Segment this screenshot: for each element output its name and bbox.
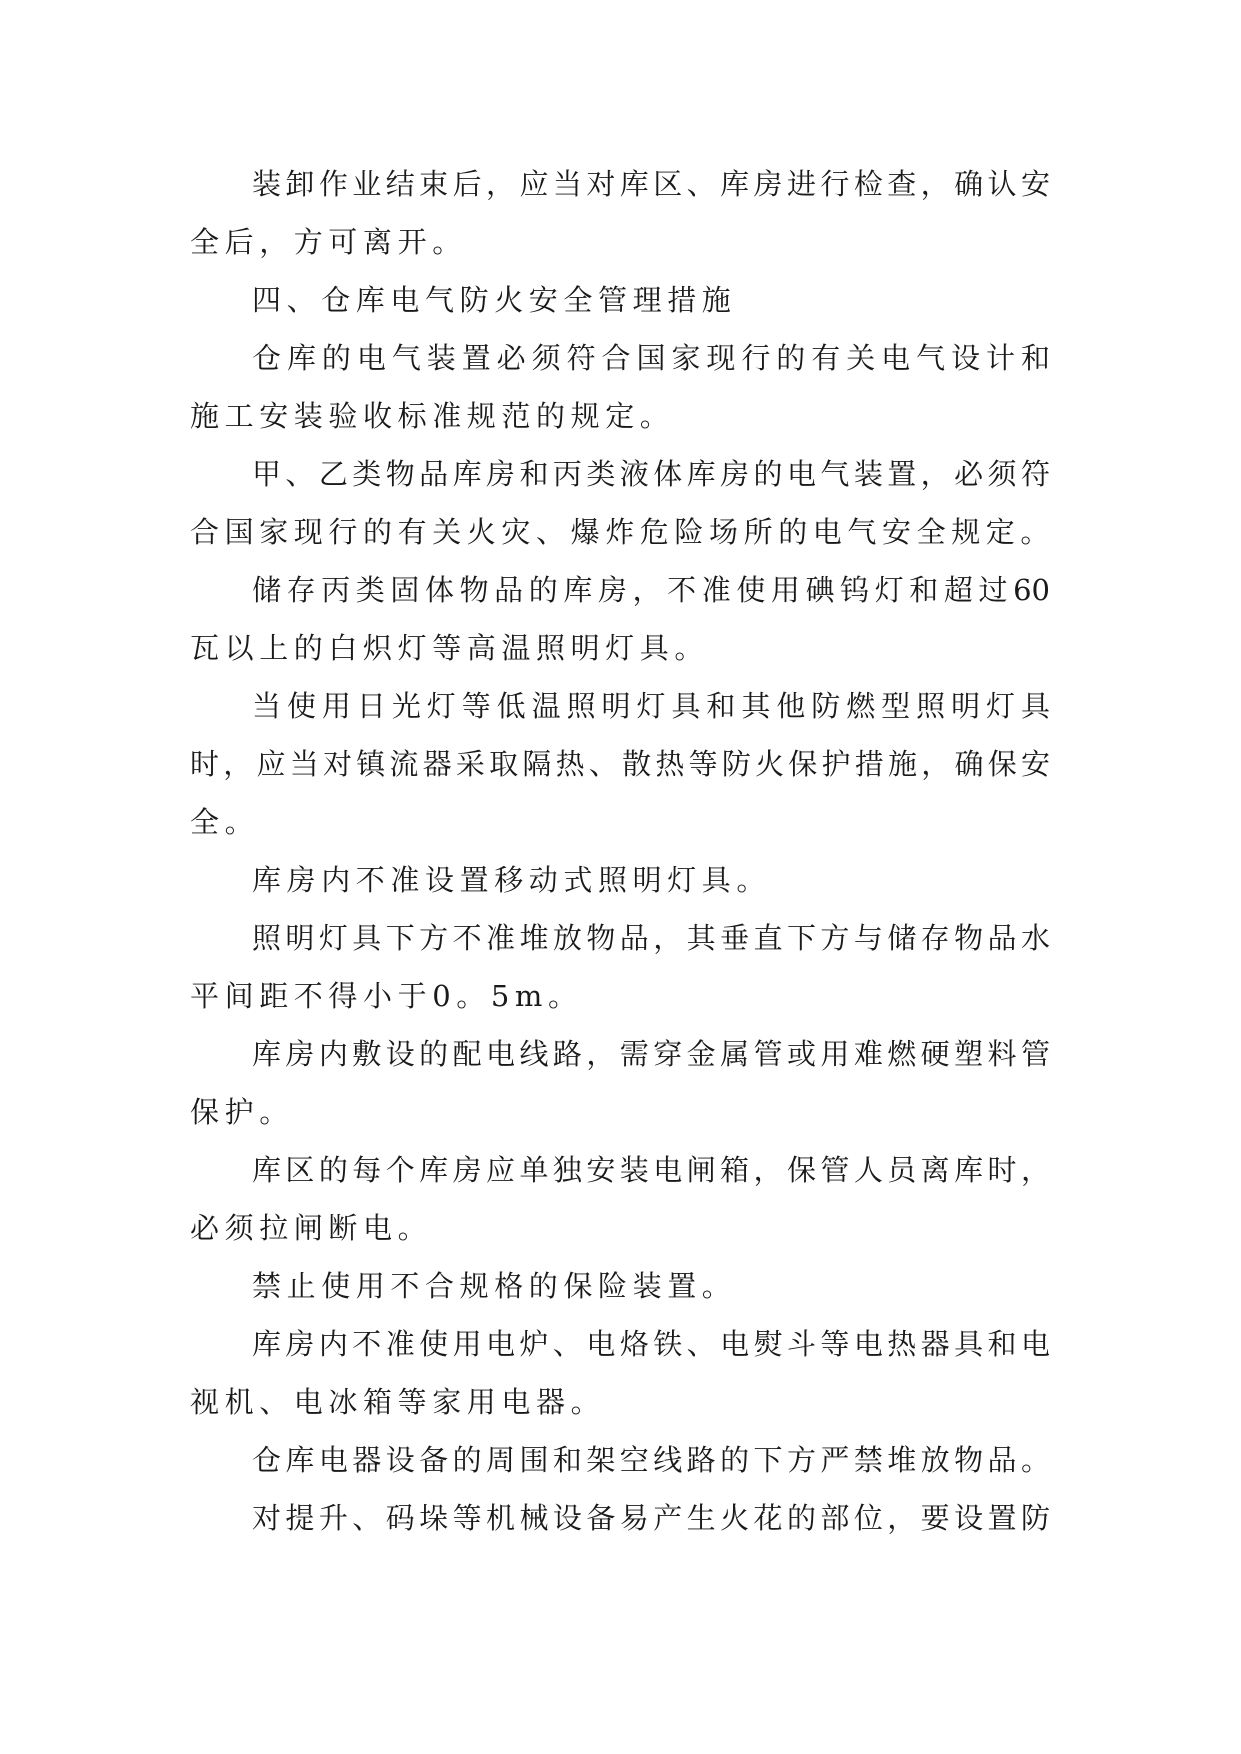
text-line: 库房内不准设置移动式照明灯具。	[252, 863, 772, 897]
text-line: 平间距不得小于0。5m。	[190, 979, 583, 1013]
text-line: 仓库的电气装置必须符合国家现行的有关电气设计和	[252, 341, 1050, 375]
text-line: 禁止使用不合规格的保险装置。	[252, 1269, 737, 1303]
text-line: 视机、电冰箱等家用电器。	[190, 1385, 606, 1419]
section-heading: 四、仓库电气防火安全管理措施	[252, 283, 737, 317]
text-line: 当使用日光灯等低温照明灯具和其他防燃型照明灯具	[252, 689, 1050, 723]
text-line: 照明灯具下方不准堆放物品，其垂直下方与储存物品水	[252, 921, 1050, 955]
text-line: 储存丙类固体物品的库房，不准使用碘钨灯和超过60	[252, 573, 1050, 607]
text-line: 库房内不准使用电炉、电烙铁、电熨斗等电热器具和电	[252, 1327, 1050, 1361]
text-line: 时，应当对镇流器采取隔热、散热等防火保护措施，确保安	[190, 747, 1050, 781]
text-line: 全后，方可离开。	[190, 225, 467, 259]
text-line: 保护。	[190, 1095, 294, 1129]
text-line: 全。	[190, 805, 260, 839]
text-line: 库房内敷设的配电线路，需穿金属管或用难燃硬塑料管	[252, 1037, 1050, 1071]
text-line: 库区的每个库房应单独安装电闸箱，保管人员离库时，	[252, 1153, 1050, 1187]
text-line: 合国家现行的有关火灾、爆炸危险场所的电气安全规定。	[190, 515, 1056, 549]
text-line: 装卸作业结束后，应当对库区、库房进行检查，确认安	[252, 167, 1050, 201]
text-line: 对提升、码垛等机械设备易产生火花的部位，要设置防	[252, 1501, 1050, 1535]
text-line: 施工安装验收标准规范的规定。	[190, 399, 675, 433]
text-line: 瓦以上的白炽灯等高温照明灯具。	[190, 631, 710, 665]
text-line: 仓库电器设备的周围和架空线路的下方严禁堆放物品。	[252, 1443, 1050, 1477]
text-line: 必须拉闸断电。	[190, 1211, 433, 1245]
text-line: 甲、乙类物品库房和丙类液体库房的电气装置，必须符	[252, 457, 1050, 491]
